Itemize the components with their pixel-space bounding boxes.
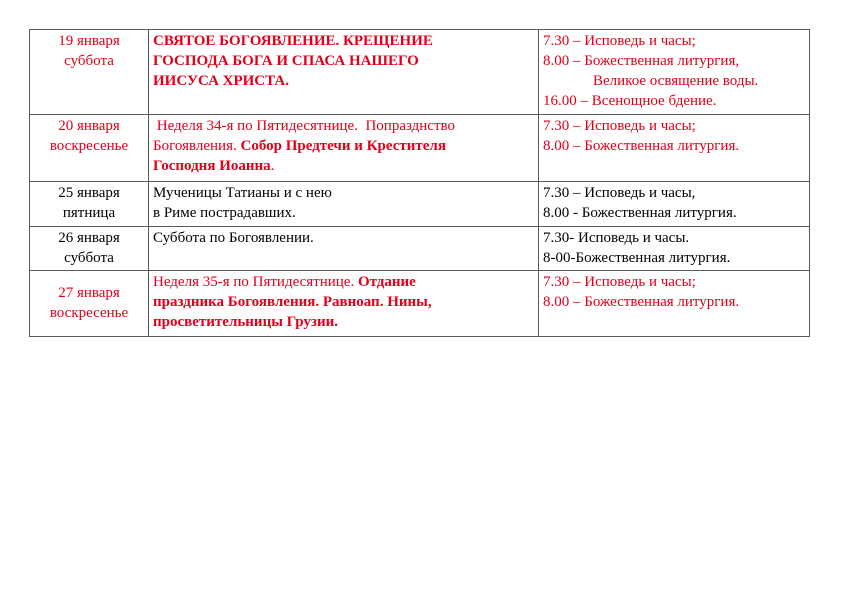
date-cell [30,115,149,182]
service-times-cell [539,227,810,271]
service-time: 7.30 – Исповедь и часы; [543,118,696,134]
date-cell [30,271,149,337]
event-text: . [270,158,275,174]
event-text: ГОСПОДА БОГА И СПАСА НАШЕГО [153,53,419,69]
event-cell [149,227,539,271]
event-cell [149,30,539,115]
event-text: ИИСУСА ХРИСТА. [153,73,289,89]
date-cell [30,30,149,115]
table-row [30,30,810,115]
date-cell [30,182,149,227]
service-times-cell [539,182,810,227]
weekday-text: воскресенье [49,138,129,154]
event-text-bold: Господня Иоанна [153,158,271,174]
table-row [30,115,810,182]
weekday-text: суббота [64,53,114,69]
date-text: 25 января [58,185,120,201]
event-cell [149,271,539,337]
event-cell [149,182,539,227]
service-time: 16.00 – Всенощное бдение. [543,93,717,109]
event-text: Мученицы Татианы и с нею [153,185,332,201]
event-text-bold: просветительницы Грузии. [153,314,338,330]
service-time: 7.30- Исповедь и часы. [543,230,690,246]
date-text: 19 января [58,33,120,49]
event-text: в Риме пострадавших. [153,205,296,221]
table-row [30,182,810,227]
service-time: 8-00-Божественная литургия. [543,250,731,266]
event-text: Богоявления. [153,138,241,154]
date-text: 26 января [58,230,120,246]
service-time: Великое освящение воды. [593,73,759,89]
service-time: 8.00 – Божественная литургия. [543,294,740,310]
event-text-bold: Отдание [357,274,416,290]
weekday-text: пятница [62,205,116,221]
event-text: Суббота по Богоявлении. [153,230,314,246]
table-row [30,271,810,337]
event-text: СВЯТОЕ БОГОЯВЛЕНИЕ. КРЕЩЕНИЕ [153,33,433,49]
service-times-cell [539,271,810,337]
date-cell [30,227,149,271]
date-text: 20 января [58,118,120,134]
date-text: 27 января [58,285,120,301]
table-row [30,227,810,271]
event-cell [149,115,539,182]
event-text-bold: праздника Богоявления. Равноап. Нины, [153,294,432,310]
weekday-text: суббота [64,250,114,266]
service-time: 8.00 – Божественная литургия. [543,138,740,154]
service-time: 8.00 - Божественная литургия. [543,205,737,221]
event-text: Неделя 35-я по Пятидесятнице. [153,274,358,290]
weekday-text: воскресенье [49,305,129,321]
schedule-table [29,29,810,337]
event-text: Неделя 34-я по Пятидесятнице. Попразднство [153,118,455,134]
service-times-cell [539,30,810,115]
service-times-cell [539,115,810,182]
service-time: 7.30 – Исповедь и часы; [543,33,696,49]
service-time: 8.00 – Божественная литургия, [543,53,740,69]
event-text-bold: Собор Предтечи и Крестителя [240,138,446,154]
service-time: 7.30 – Исповедь и часы; [543,274,696,290]
service-time: 7.30 – Исповедь и часы, [543,185,696,201]
